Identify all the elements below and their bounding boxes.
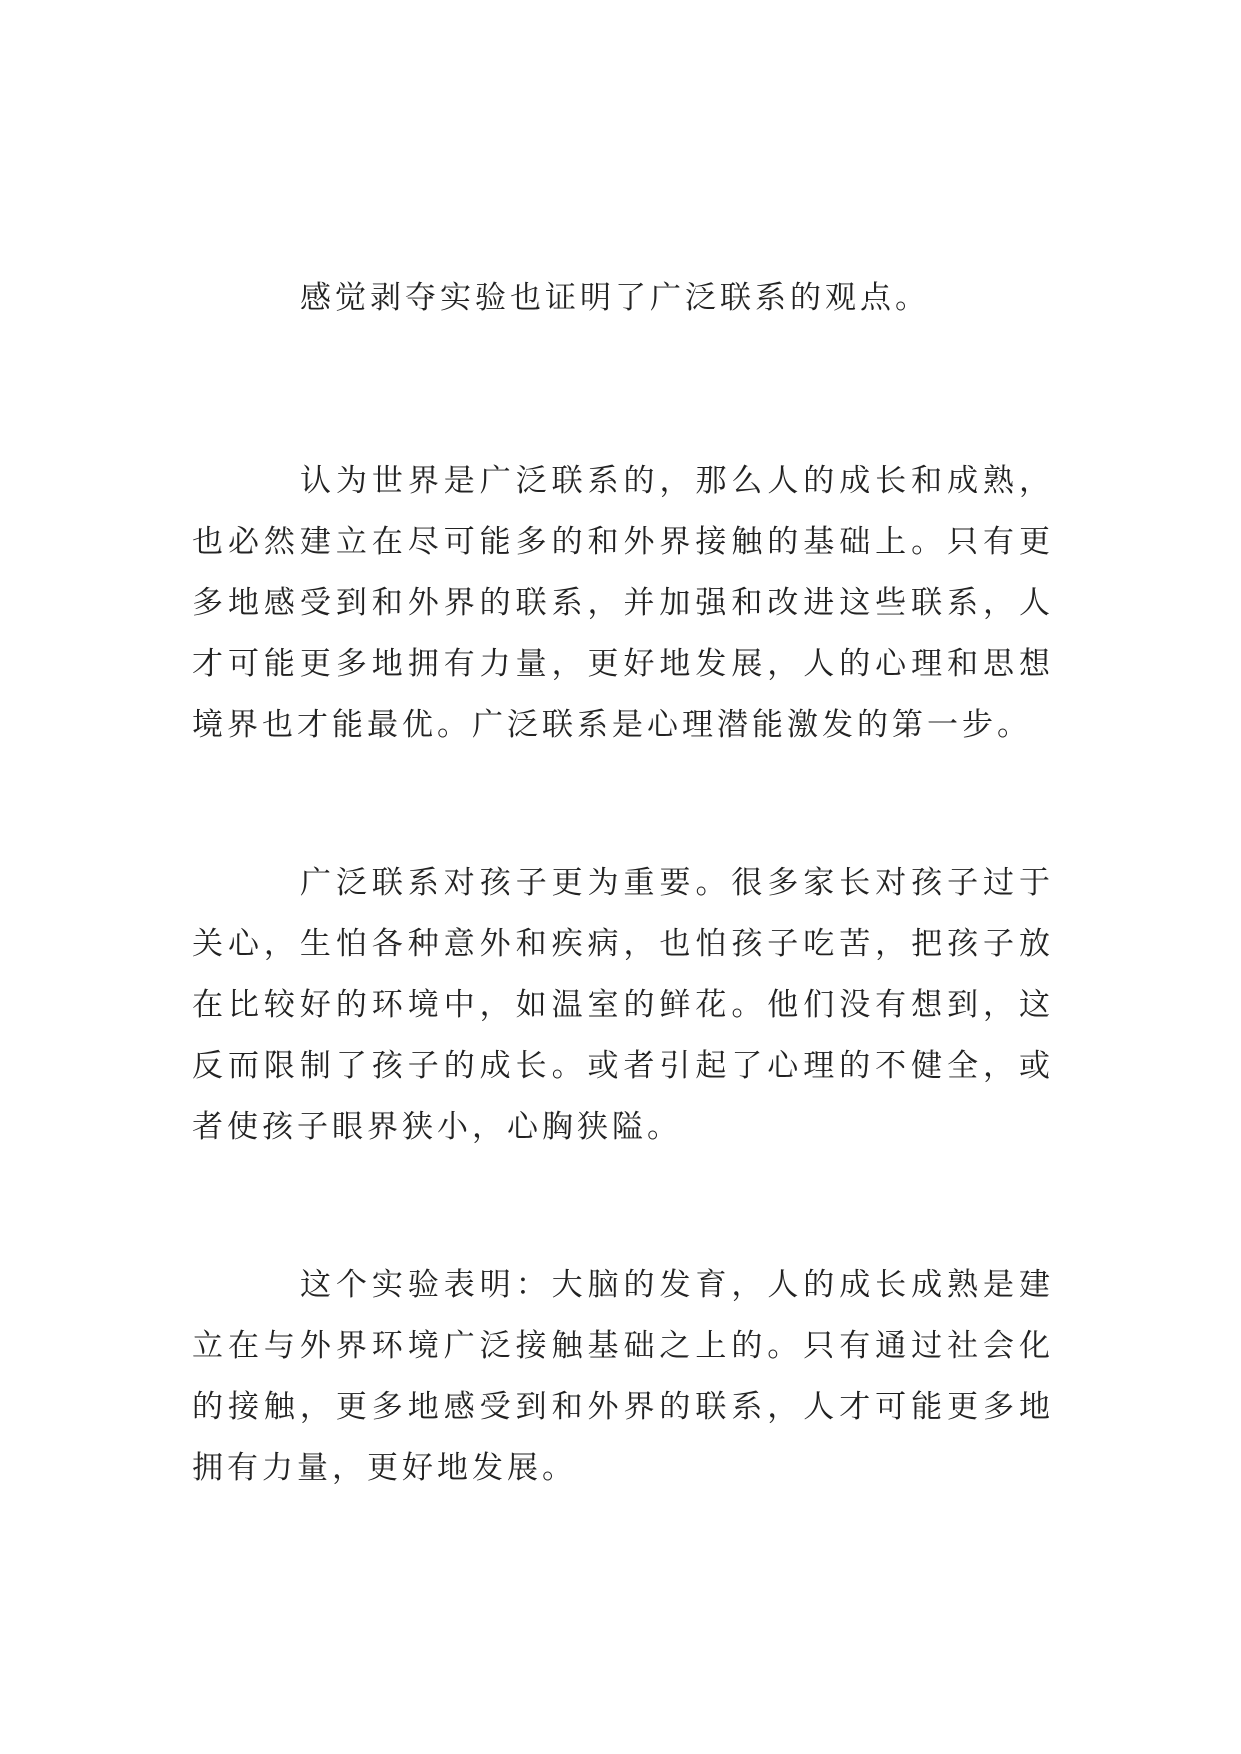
paragraph-1: 感觉剥夺实验也证明了广泛联系的观点。 [300, 280, 930, 316]
paragraph-3: 广泛联系对孩子更为重要。很多家长对孩子过于关心，生怕各种意外和疾病，也怕孩子吃苦，把孩子放在比较好的环境中，如温室的鲜花。他们没有想到，这反而限制了孩子的成长。或者引起了心理的不健全，或者使孩子眼界狭小，心胸狭隘。 [192, 865, 1054, 1145]
paragraph-2: 认为世界是广泛联系的，那么人的成长和成熟，也必然建立在尽可能多的和外界接触的基础上。只有更多地感受到和外界的联系，并加强和改进这些联系，人才可能更多地拥有力量，更好地发展，人的心理和思想境界也才能最优。广泛联系是心理潜能激发的第一步。 [192, 463, 1054, 743]
paragraph-4: 这个实验表明：大脑的发育，人的成长成熟是建立在与外界环境广泛接触基础之上的。只有通过社会化的接触，更多地感受到和外界的联系，人才可能更多地拥有力量，更好地发展。 [192, 1267, 1054, 1486]
